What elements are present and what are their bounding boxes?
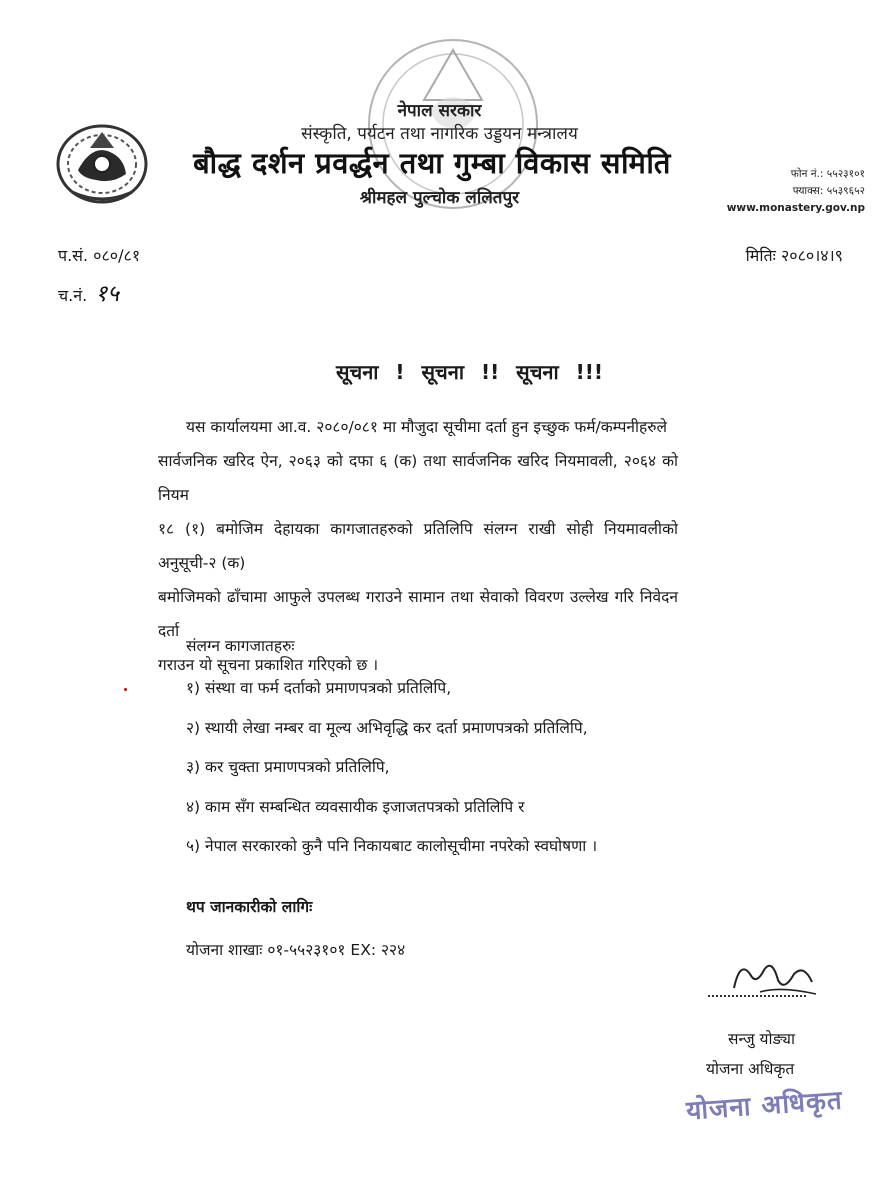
phone-number: फोन नं.: ५५२३१०१ [790,168,865,180]
list-item: २) स्थायी लेखा नम्बर वा मूल्य अभिवृद्धि कर दर्ता प्रमाणपत्रको प्रतिलिपि, [186,718,588,737]
notice-body-line: यस कार्यालयमा आ.व. २०८०/०८१ मा मौजुदा सूचीमा दर्ता हुन इच्छुक फर्म/कम्पनीहरुले [186,418,668,436]
notice-body-line: बमोजिमको ढाँचामा आफुले उपलब्ध गराउने सामान तथा सेवाको विवरण उल्लेख गरि निवेदन दर्ता [158,588,678,640]
fax-number: फ्याक्स: ५५३९६५२ [792,185,865,197]
notice-body-line: १८ (१) बमोजिम देहायका कागजातहरुको प्रतिलिपि संलग्न राखी सोही नियमावलीको अनुसूची-२ (क) [158,520,678,572]
notice-body-line: सार्वजनिक खरिद ऐन, २०६३ को दफा ६ (क) तथा सार्वजनिक खरिद नियमावली, २०६४ को नियम [158,452,678,504]
more-info-label: थप जानकारीको लागिः [186,898,313,916]
letter-number: प.सं. ०८०/८१ [58,246,141,265]
organization-title: बौद्ध दर्शन प्रवर्द्धन तथा गुम्बा विकास समिति [193,146,671,180]
ministry-name: संस्कृति, पर्यटन तथा नागरिक उड्डयन मन्त्रालय [301,124,578,144]
notice-date: मितिः २०८०।४।९ [745,246,843,265]
dispatch-number-handwritten: १५ [95,281,120,307]
organization-address: श्रीमहल पुल्चोक ललितपुर [359,188,520,208]
dispatch-label: च.नं. [58,286,88,305]
list-item: १) संस्था वा फर्म दर्ताको प्रमाणपत्रको प्रतिलिपि, [186,679,452,697]
notice-body-line: गराउन यो सूचना प्रकाशित गरिएको छ । [158,656,379,674]
designation-stamp: योजना अधिकृत [685,1085,844,1127]
signatory-designation: योजना अधिकृत [706,1060,795,1078]
government-name: नेपाल सरकार [397,101,482,121]
list-item: ३) कर चुक्ता प्रमाणपत्रको प्रतिलिपि, [186,758,390,776]
branch-contact: योजना शाखाः ०१-५५२३१०१ EX: २२४ [186,941,406,959]
handwritten-signature [720,952,830,1012]
list-item: ४) काम सँग सम्बन्धित व्यवसायीक इजाजतपत्रको प्रतिलिपि र [186,797,525,816]
signature-line [708,995,806,997]
website-link[interactable]: www.monastery.gov.np [726,202,865,214]
contact-block [727,166,865,217]
notice-heading: सूचना ! सूचना !! सूचना !!! [335,360,604,384]
ink-mark [124,688,127,691]
signatory-name: सन्जु योङ्या [728,1030,795,1048]
dispatch-number [58,276,119,308]
attachments-heading: संलग्न कागजातहरुः [186,637,295,655]
list-item: ५) नेपाल सरकारको कुनै पनि निकायबाट कालोसूचीमा नपरेको स्वघोषणा । [186,837,598,855]
attachments-list [186,676,597,874]
